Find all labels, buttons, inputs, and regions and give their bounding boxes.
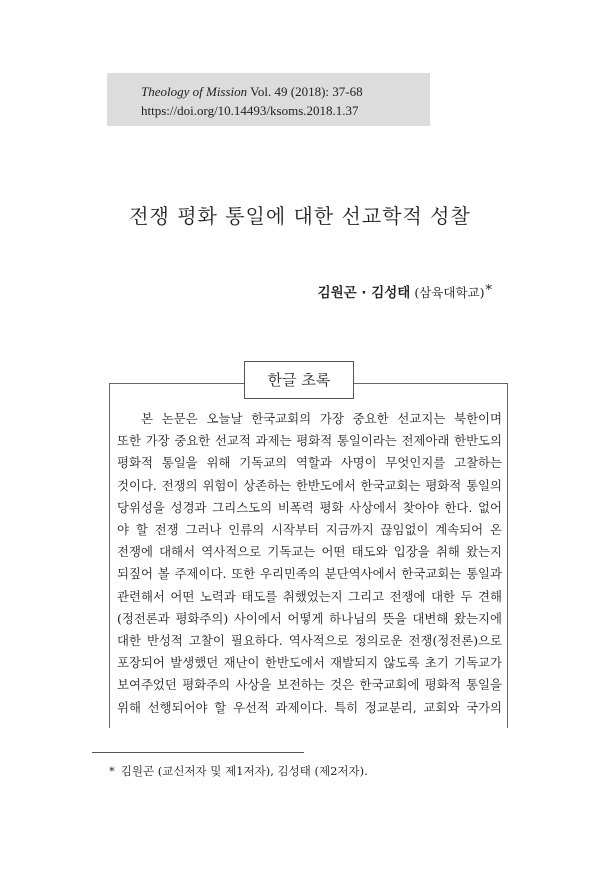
footnote-mark: *	[109, 764, 115, 778]
abstract-line: 평화적 통일을 위해 기독교의 역할과 사명이 무엇인지를 고찰하는	[117, 455, 502, 471]
footnote	[109, 763, 368, 779]
abstract-line: 보여주었던 평화주의 사상을 보전하는 것은 한국교회에 평화적 통일을	[117, 677, 502, 693]
abstract-line: 야 할 전쟁 그러나 인류의 시작부터 지금까지 끊임없이 계속되어 온	[117, 522, 502, 538]
author-affiliation: (삼육대학교)	[414, 285, 485, 300]
journal-name: Theology of Mission	[141, 84, 248, 99]
paper-title: 전쟁 평화 통일에 대한 선교학적 성찰	[129, 204, 471, 228]
citation-line	[141, 82, 430, 101]
abstract-line: 되짚어 볼 주제이다. 또한 우리민족의 분단역사에서 한국교회는 통일과	[117, 566, 502, 582]
abstract-line: 또한 가장 중요한 선교적 과제는 평화적 통일이라는 전제아래 한반도의	[117, 433, 502, 449]
abstract-body	[117, 408, 502, 720]
abstract-line: 당위성을 성경과 그리스도의 비폭력 평화 사상에서 찾아야 한다. 없어	[117, 499, 502, 515]
abstract-line: 포장되어 발생했던 재난이 한반도에서 재발되지 않도록 초기 기독교가	[117, 655, 502, 671]
abstract-line: 본 논문은 오늘날 한국교회의 가장 중요한 선교지는 북한이며	[141, 411, 502, 426]
abstract-label: 한글 초록	[244, 361, 354, 399]
abstract-line: 전쟁에 대해서 역사적으로 기독교는 어떤 태도와 입장을 취해 왔는지	[117, 544, 502, 560]
citation-box	[107, 73, 430, 126]
footnote-divider	[92, 752, 304, 753]
abstract-line: 대한 반성적 고찰이 필요하다. 역사적으로 정의로운 전쟁(정전론)으로	[117, 633, 502, 649]
abstract-line: 것이다. 전쟁의 위험이 상존하는 한반도에서 한국교회는 평화적 통일의	[117, 477, 502, 493]
footnote-text: 김원곤 (교신저자 및 제1저자), 김성태 (제2저자).	[120, 764, 368, 778]
author-names: 김원곤 · 김성태	[317, 285, 411, 301]
volume-info: Vol. 49 (2018): 37-68	[247, 84, 363, 99]
abstract-line: 위해 선행되어야 할 우선적 과제이다. 특히 정교분리, 교회와 국가의	[117, 699, 502, 715]
abstract-line: 관련해서 어떤 노력과 태도를 취했었는지 그리고 전쟁에 대한 두 견해	[117, 588, 502, 604]
doi-link[interactable]: https://doi.org/10.14493/ksoms.2018.1.37	[141, 103, 359, 118]
abstract-line: (정전론과 평화주의) 사이에서 어떻게 하나님의 뜻을 대변해 왔는지에	[117, 610, 502, 626]
footnote-reference[interactable]: *	[485, 283, 492, 298]
author-line	[318, 281, 492, 301]
